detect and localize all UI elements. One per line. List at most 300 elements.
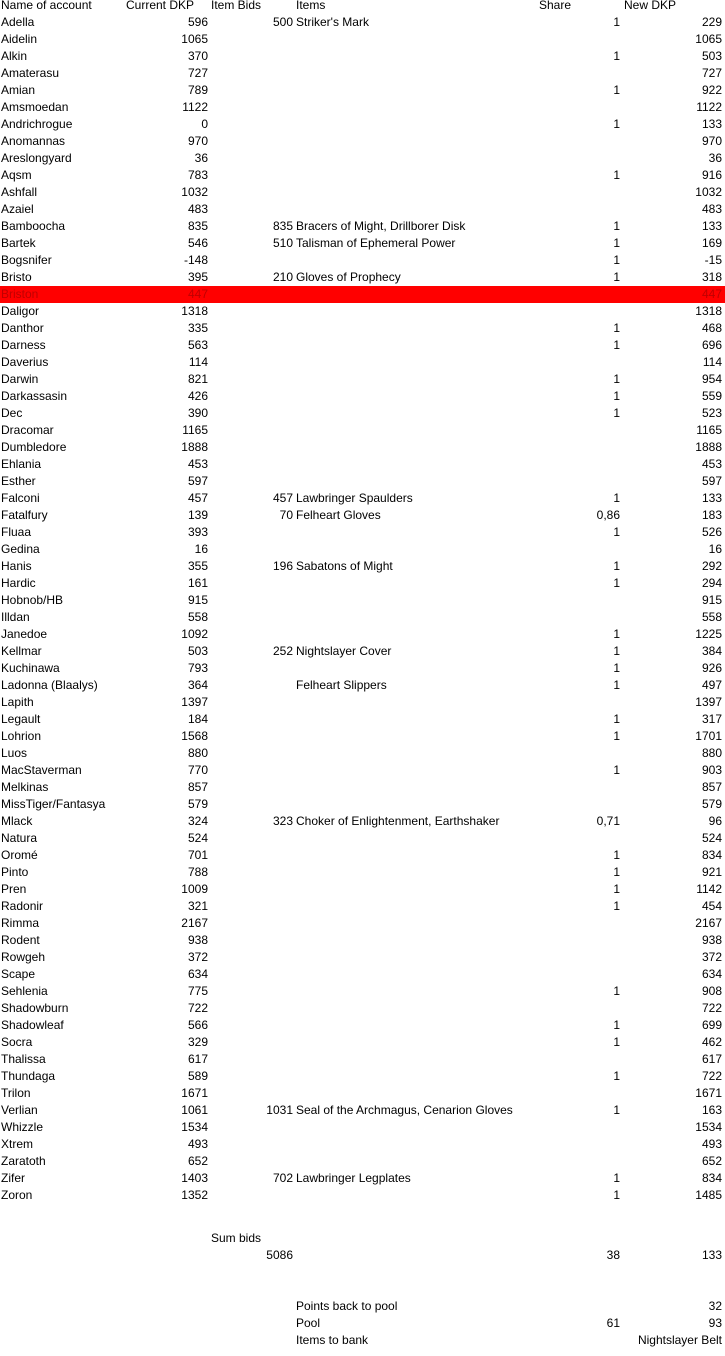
table-row (0, 82, 725, 99)
cell-items (296, 728, 536, 745)
cell-share: 1 (613, 219, 620, 233)
cell-share: 1 (613, 559, 620, 573)
cell-items (296, 932, 536, 949)
cell-current-dkp: 579 (187, 797, 208, 811)
cell-name: Dumbledore (1, 440, 67, 454)
cell-items (296, 745, 536, 762)
cell-name: Amaterasu (1, 66, 60, 80)
cell-current-dkp: 1403 (181, 1171, 208, 1185)
cell-current-dkp: 1568 (181, 729, 208, 743)
cell-name: Lapith (1, 695, 34, 709)
cell-new-dkp: 652 (701, 1154, 722, 1168)
cell-name: Natura (1, 831, 38, 845)
cell-current-dkp: 393 (187, 525, 208, 539)
cell-share: 1 (613, 644, 620, 658)
table-row (0, 1068, 725, 1085)
table-row (0, 558, 725, 575)
cell-item-bid (210, 847, 293, 864)
cell-share (540, 133, 620, 150)
table-row (0, 949, 725, 966)
table-row (0, 694, 725, 711)
cell-items (296, 949, 536, 966)
table-row (0, 14, 725, 31)
cell-current-dkp: -148 (183, 253, 208, 267)
cell-name: Daligor (1, 304, 40, 318)
cell-current-dkp: 184 (187, 712, 208, 726)
cell-share: 1 (613, 576, 620, 590)
cell-name: Amian (1, 83, 36, 97)
cell-item-bid (210, 694, 293, 711)
cell-share (540, 456, 620, 473)
table-row (0, 745, 725, 762)
cell-items (296, 864, 536, 881)
header-item-bids: Item Bids (211, 0, 262, 12)
cell-new-dkp: 133 (701, 491, 722, 505)
table-row (0, 48, 725, 65)
cell-new-dkp: 722 (701, 1069, 722, 1083)
cell-item-bid (210, 405, 293, 422)
cell-current-dkp: 457 (187, 491, 208, 505)
cell-current-dkp: 563 (187, 338, 208, 352)
cell-item-bid (210, 779, 293, 796)
cell-name: Adella (1, 15, 35, 29)
table-row (0, 966, 725, 983)
table-row (0, 1102, 725, 1119)
cell-share (540, 1119, 620, 1136)
cell-share: 1 (613, 1103, 620, 1117)
pool-share: 61 (606, 1316, 620, 1330)
cell-name: Dec (1, 406, 23, 420)
cell-item-bid (210, 660, 293, 677)
cell-item-bid (210, 728, 293, 745)
cell-new-dkp: 523 (701, 406, 722, 420)
cell-name: Shadowburn (1, 1001, 69, 1015)
cell-items: Striker's Mark (296, 15, 369, 29)
cell-new-dkp: -15 (704, 253, 722, 267)
cell-new-dkp: 2167 (695, 916, 722, 930)
cell-share (540, 915, 620, 932)
cell-current-dkp: 589 (187, 1069, 208, 1083)
cell-new-dkp: 493 (701, 1137, 722, 1151)
header-current-dkp: Current DKP (126, 0, 195, 12)
cell-item-bid (210, 677, 293, 694)
cell-name: Azaiel (1, 202, 34, 216)
table-row (0, 847, 725, 864)
cell-items (296, 592, 536, 609)
cell-current-dkp: 880 (187, 746, 208, 760)
cell-share (540, 184, 620, 201)
cell-current-dkp: 701 (187, 848, 208, 862)
cell-new-dkp: 696 (701, 338, 722, 352)
cell-current-dkp: 355 (187, 559, 208, 573)
cell-name: Zifer (1, 1171, 25, 1185)
cell-name: Legault (1, 712, 41, 726)
cell-item-bid: 210 (272, 270, 293, 284)
table-row (0, 439, 725, 456)
cell-item-bid (210, 1187, 293, 1204)
cell-items: Felheart Slippers (296, 678, 387, 692)
cell-items (296, 1153, 536, 1170)
cell-name: Rodent (1, 933, 40, 947)
cell-current-dkp: 1009 (181, 882, 208, 896)
cell-items (296, 1034, 536, 1051)
cell-current-dkp: 1534 (181, 1120, 208, 1134)
cell-items (296, 1017, 536, 1034)
cell-name: Darkassasin (1, 389, 68, 403)
cell-share: 1 (613, 117, 620, 131)
cell-items (296, 303, 536, 320)
items-to-bank-value: Nightslayer Belt (637, 1333, 722, 1347)
cell-share (540, 949, 620, 966)
cell-name: Danthor (1, 321, 44, 335)
cell-item-bid (210, 320, 293, 337)
cell-items (296, 320, 536, 337)
cell-items (296, 286, 536, 303)
cell-name: Hobnob/HB (1, 593, 64, 607)
cell-item-bid (210, 949, 293, 966)
cell-new-dkp: 1485 (695, 1188, 722, 1202)
points-back-label: Points back to pool (296, 1299, 398, 1313)
cell-current-dkp: 524 (187, 831, 208, 845)
table-row (0, 796, 725, 813)
table-row (0, 31, 725, 48)
cell-name: Amsmoedan (1, 100, 69, 114)
cell-new-dkp: 183 (701, 508, 722, 522)
cell-new-dkp: 921 (701, 865, 722, 879)
cell-name: Falconi (1, 491, 40, 505)
cell-share (540, 609, 620, 626)
header-items: Items (296, 0, 326, 12)
cell-items (296, 252, 536, 269)
cell-current-dkp: 722 (187, 1001, 208, 1015)
table-row (0, 762, 725, 779)
cell-item-bid (210, 626, 293, 643)
table-row (0, 235, 725, 252)
cell-share (540, 473, 620, 490)
cell-new-dkp: 857 (701, 780, 722, 794)
cell-items (296, 473, 536, 490)
cell-name: Aidelin (1, 32, 38, 46)
cell-items (296, 1051, 536, 1068)
cell-new-dkp: 903 (701, 763, 722, 777)
cell-share (540, 99, 620, 116)
table-row (0, 643, 725, 660)
table-row (0, 201, 725, 218)
cell-share: 1 (613, 848, 620, 862)
cell-item-bid (210, 388, 293, 405)
table-row (0, 1034, 725, 1051)
table-row (0, 609, 725, 626)
cell-item-bid (210, 133, 293, 150)
table-row (0, 388, 725, 405)
cell-share: 1 (613, 491, 620, 505)
cell-name: Ashfall (1, 185, 38, 199)
cell-item-bid (210, 303, 293, 320)
cell-item-bid (210, 150, 293, 167)
table-row (0, 626, 725, 643)
cell-new-dkp: 559 (701, 389, 722, 403)
cell-current-dkp: 36 (194, 151, 208, 165)
cell-current-dkp: 2167 (181, 916, 208, 930)
cell-current-dkp: 372 (187, 950, 208, 964)
points-back-value: 32 (708, 1299, 722, 1313)
cell-share: 1 (613, 372, 620, 386)
cell-items (296, 881, 536, 898)
cell-share: 1 (613, 83, 620, 97)
cell-item-bid (210, 1136, 293, 1153)
cell-items (296, 167, 536, 184)
cell-new-dkp: 1122 (696, 100, 722, 114)
cell-items (296, 388, 536, 405)
cell-items (296, 830, 536, 847)
cell-current-dkp: 1065 (181, 32, 208, 46)
cell-new-dkp: 880 (701, 746, 722, 760)
cell-current-dkp: 558 (187, 610, 208, 624)
cell-current-dkp: 335 (187, 321, 208, 335)
cell-current-dkp: 0 (201, 117, 208, 131)
cell-item-bid (210, 99, 293, 116)
cell-name: Verlian (1, 1103, 38, 1117)
table-row (0, 116, 725, 133)
table-row (0, 575, 725, 592)
cell-name: Fluaa (1, 525, 32, 539)
cell-share (540, 796, 620, 813)
cell-share: 1 (613, 321, 620, 335)
cell-items (296, 82, 536, 99)
table-row (0, 660, 725, 677)
table-row (0, 1017, 725, 1034)
cell-item-bid (210, 1017, 293, 1034)
cell-name: Socra (1, 1035, 33, 1049)
cell-share: 0,71 (596, 814, 620, 828)
cell-new-dkp: 579 (701, 797, 722, 811)
cell-share: 1 (613, 406, 620, 420)
table-row (0, 218, 725, 235)
cell-items (296, 609, 536, 626)
cell-share (540, 779, 620, 796)
cell-new-dkp: 1142 (696, 882, 722, 896)
cell-items: Lawbringer Spaulders (296, 491, 413, 505)
cell-items: Seal of the Archmagus, Cenarion Gloves (296, 1103, 513, 1117)
cell-share (540, 932, 620, 949)
cell-share (540, 150, 620, 167)
cell-name: Melkinas (1, 780, 49, 794)
cell-current-dkp: 321 (187, 899, 208, 913)
cell-current-dkp: 793 (187, 661, 208, 675)
table-row (0, 320, 725, 337)
cell-item-bid (210, 31, 293, 48)
cell-items (296, 48, 536, 65)
cell-share: 1 (613, 253, 620, 267)
cell-item-bid: 70 (279, 508, 293, 522)
cell-share (540, 966, 620, 983)
table-row (0, 269, 725, 286)
cell-share (540, 1051, 620, 1068)
cell-new-dkp: 468 (701, 321, 722, 335)
cell-item-bid (210, 915, 293, 932)
cell-item-bid (210, 286, 293, 303)
cell-current-dkp: 1318 (181, 304, 208, 318)
cell-share (540, 1153, 620, 1170)
cell-name: Scape (1, 967, 36, 981)
cell-name: Kellmar (1, 644, 42, 658)
cell-items (296, 694, 536, 711)
cell-items (296, 915, 536, 932)
cell-new-dkp: 617 (701, 1052, 722, 1066)
cell-current-dkp: 617 (187, 1052, 208, 1066)
cell-current-dkp: 915 (187, 593, 208, 607)
cell-new-dkp: 462 (701, 1035, 722, 1049)
cell-share (540, 541, 620, 558)
header-name: Name of account (1, 0, 92, 12)
cell-current-dkp: 447 (187, 287, 208, 301)
cell-current-dkp: 596 (187, 15, 208, 29)
cell-current-dkp: 783 (187, 168, 208, 182)
table-row (0, 864, 725, 881)
cell-share (540, 65, 620, 82)
cell-item-bid (210, 796, 293, 813)
table-row (0, 592, 725, 609)
cell-item-bid (210, 575, 293, 592)
cell-current-dkp: 161 (187, 576, 208, 590)
cell-name: Ladonna (Blaalys) (1, 678, 98, 692)
cell-current-dkp: 1888 (181, 440, 208, 454)
cell-items: Bracers of Might, Drillborer Disk (296, 219, 466, 233)
cell-items (296, 1136, 536, 1153)
cell-item-bid (210, 354, 293, 371)
table-row (0, 405, 725, 422)
table-row (0, 898, 725, 915)
cell-new-dkp: 1165 (696, 423, 722, 437)
cell-current-dkp: 139 (187, 508, 208, 522)
cell-new-dkp: 497 (701, 678, 722, 692)
cell-item-bid (210, 762, 293, 779)
cell-current-dkp: 426 (187, 389, 208, 403)
cell-items (296, 660, 536, 677)
table-row (0, 915, 725, 932)
cell-share (540, 830, 620, 847)
cell-item-bid: 500 (272, 15, 293, 29)
cell-name: Trilon (1, 1086, 31, 1100)
cell-items: Choker of Enlightenment, Earthshaker (296, 814, 500, 828)
cell-share (540, 694, 620, 711)
cell-current-dkp: 546 (187, 236, 208, 250)
cell-item-bid (210, 1000, 293, 1017)
cell-current-dkp: 329 (187, 1035, 208, 1049)
cell-current-dkp: 770 (187, 763, 208, 777)
cell-share (540, 745, 620, 762)
cell-item-bid: 252 (272, 644, 293, 658)
cell-name: Dracomar (1, 423, 54, 437)
cell-name: Pren (1, 882, 27, 896)
cell-current-dkp: 1061 (181, 1103, 208, 1117)
cell-items (296, 898, 536, 915)
table-row (0, 1187, 725, 1204)
table-row (0, 830, 725, 847)
table-row (0, 1136, 725, 1153)
cell-share: 1 (613, 1018, 620, 1032)
cell-items (296, 1187, 536, 1204)
cell-item-bid (210, 541, 293, 558)
pool-label: Pool (296, 1316, 321, 1330)
cell-current-dkp: 1165 (182, 423, 208, 437)
cell-item-bid (210, 524, 293, 541)
share-total: 38 (606, 1248, 620, 1262)
cell-new-dkp: 384 (701, 644, 722, 658)
cell-item-bid (210, 252, 293, 269)
cell-items (296, 1085, 536, 1102)
cell-new-dkp: 1225 (695, 627, 722, 641)
cell-current-dkp: 364 (187, 678, 208, 692)
cell-new-dkp: 634 (701, 967, 722, 981)
cell-item-bid (210, 422, 293, 439)
cell-share (540, 1085, 620, 1102)
cell-items (296, 1119, 536, 1136)
cell-share: 0,86 (596, 508, 620, 522)
cell-current-dkp: 938 (187, 933, 208, 947)
cell-new-dkp: 915 (701, 593, 722, 607)
cell-share: 1 (613, 984, 620, 998)
cell-new-dkp: 133 (701, 117, 722, 131)
cell-current-dkp: 835 (187, 219, 208, 233)
cell-share: 1 (613, 763, 620, 777)
cell-new-dkp: 1534 (695, 1120, 722, 1134)
cell-share (540, 422, 620, 439)
cell-item-bid: 323 (272, 814, 293, 828)
header-share: Share (539, 0, 572, 12)
table-row (0, 779, 725, 796)
table-row (0, 507, 725, 524)
cell-share (540, 1136, 620, 1153)
cell-item-bid (210, 711, 293, 728)
cell-current-dkp: 1122 (182, 100, 208, 114)
cell-name: Whizzle (1, 1120, 44, 1134)
cell-name: Oromé (1, 848, 38, 862)
cell-name: Thundaga (1, 1069, 56, 1083)
cell-items (296, 422, 536, 439)
cell-share (540, 1000, 620, 1017)
cell-items (296, 983, 536, 1000)
table-row (0, 99, 725, 116)
cell-share (540, 201, 620, 218)
cell-items (296, 575, 536, 592)
cell-current-dkp: 727 (187, 66, 208, 80)
cell-item-bid (210, 592, 293, 609)
pool-value: 93 (708, 1316, 722, 1330)
cell-current-dkp: 566 (187, 1018, 208, 1032)
cell-current-dkp: 453 (187, 457, 208, 471)
cell-share: 1 (613, 661, 620, 675)
cell-item-bid (210, 932, 293, 949)
cell-share: 1 (613, 338, 620, 352)
cell-new-dkp: 699 (701, 1018, 722, 1032)
cell-current-dkp: 789 (187, 83, 208, 97)
table-row (0, 456, 725, 473)
cell-new-dkp: 133 (701, 219, 722, 233)
cell-items (296, 966, 536, 983)
cell-new-dkp: 318 (701, 270, 722, 284)
cell-share: 1 (613, 899, 620, 913)
cell-share (540, 31, 620, 48)
cell-new-dkp: 922 (701, 83, 722, 97)
cell-share: 1 (613, 1171, 620, 1185)
cell-name: Zoron (1, 1188, 33, 1202)
cell-name: Thalissa (1, 1052, 46, 1066)
cell-new-dkp: 834 (701, 848, 722, 862)
cell-item-bid (210, 82, 293, 99)
cell-item-bid (210, 898, 293, 915)
cell-new-dkp: 114 (702, 355, 722, 369)
